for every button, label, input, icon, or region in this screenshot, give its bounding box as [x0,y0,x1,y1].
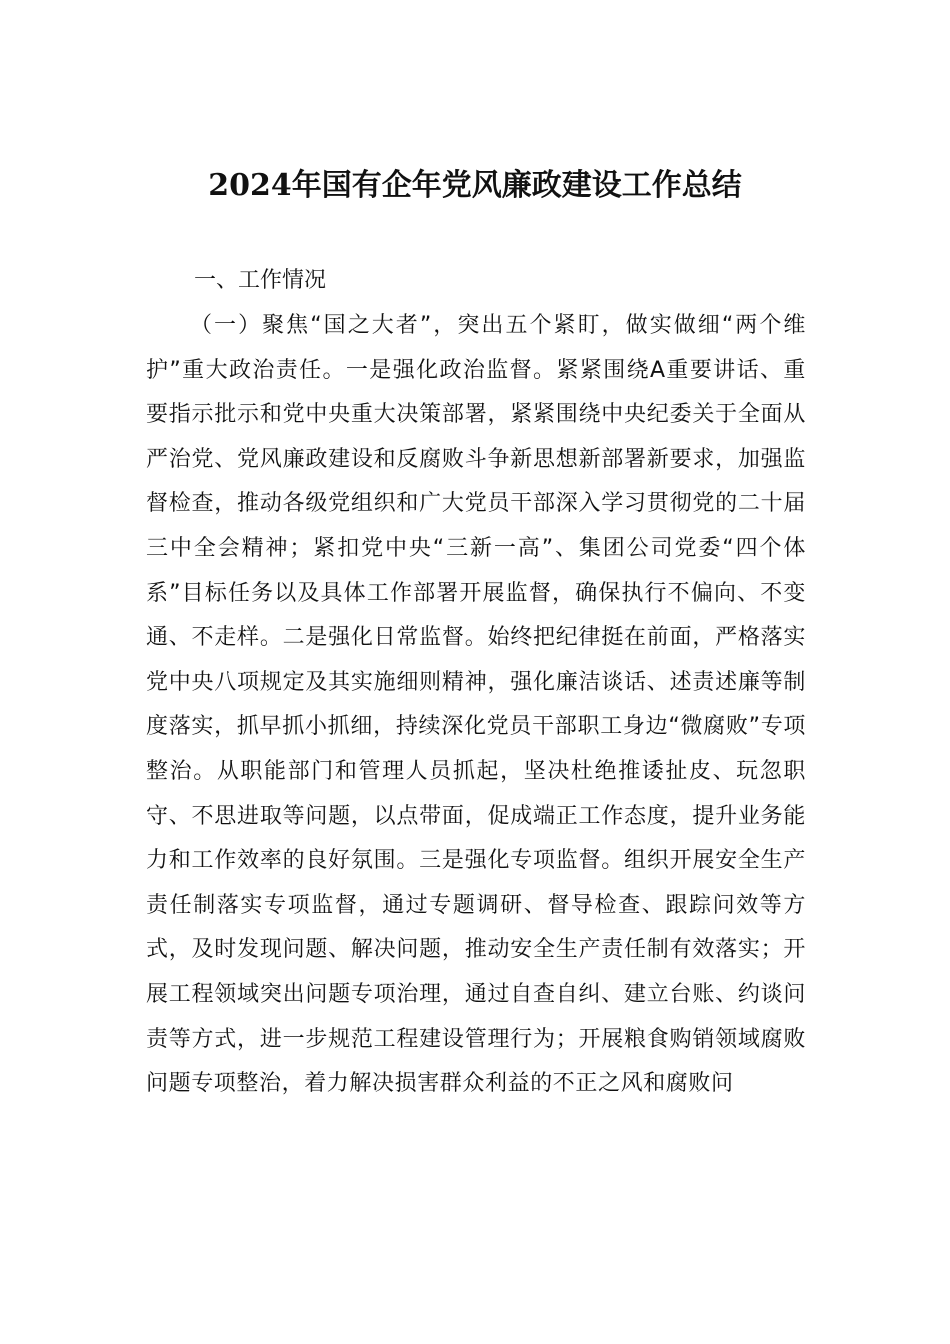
document-title: 2024年国有企年党风廉政建设工作总结 [208,168,742,203]
section-heading-work-status: 一、工作情况 [194,268,327,293]
body-paragraph: （一）聚焦“国之大者”，突出五个紧盯，做实做细“两个维护”重大政治责任。一是强化政治监督。紧紧围绕A重要讲话、重要指示批示和党中央重大决策部署，紧紧围绕中央纪委关于全面从严治党、党风廉政建设和反腐败斗争新思想新部署新要求，加强监督检查，推动各级党组织和广大党员干部深入学习贯彻党的二十届三中全会精神；紧扣党中央“三新一高”、集团公司党委“四个体系”目标任务以及具体工作部署开展监督，确保执行不偏向、不变通、不走样。二是强化日常监督。始终把纪律挺在前面，严格落实党中央八项规定及其实施细则精神，强化廉洁谈话、述责述廉等制度落实，抓早抓小抓细，持续深化党员干部职工身边“微腐败”专项整治。从职能部门和管理人员抓起，坚决杜绝推诿扯皮、玩忽职守、不思进取等问题，以点带面，促成端正工作态度，提升业务能力和工作效率的良好氛围。三是强化专项监督。组织开展安全生产责任制落实专项监督，通过专题调研、督导检查、跟踪问效等方式，及时发现问题、解决问题，推动安全生产责任制有效落实；开展工程领域突出问题专项治理，通过自查自纠、建立台账、约谈问责等方式，进一步规范工程建设管理行为；开展粮食购销领域腐败问题专项整治，着力解决损害群众利益的不正之风和腐败问 [146,313,806,1097]
